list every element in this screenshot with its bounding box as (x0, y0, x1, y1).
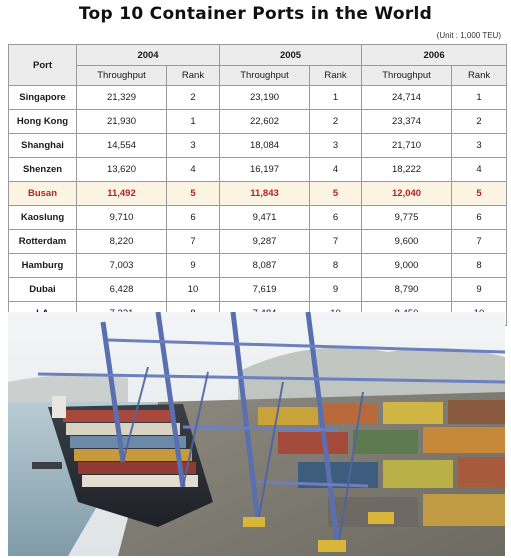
ports-table (8, 44, 507, 326)
throughput-cell: 21,710 (362, 134, 452, 158)
throughput-cell: 22,602 (220, 110, 310, 134)
throughput-cell: 7,619 (220, 278, 310, 302)
rank-cell: 10 (167, 278, 220, 302)
throughput-cell: 9,471 (220, 206, 310, 230)
throughput-header: Throughput (362, 66, 452, 86)
port-name: Hamburg (9, 254, 77, 278)
throughput-header: Throughput (220, 66, 310, 86)
page-title: Top 10 Container Ports in the World (78, 4, 433, 24)
throughput-cell: 6,428 (77, 278, 167, 302)
rank-cell: 1 (167, 110, 220, 134)
rank-cell: 6 (167, 206, 220, 230)
port-name: Busan (9, 182, 77, 206)
rank-cell: 5 (310, 182, 362, 206)
throughput-cell: 12,040 (362, 182, 452, 206)
year-header-2004: 2004 (77, 45, 220, 66)
rank-cell: 8 (310, 254, 362, 278)
rank-cell: 4 (452, 158, 507, 182)
throughput-cell: 18,222 (362, 158, 452, 182)
port-name: Rotterdam (9, 230, 77, 254)
throughput-cell: 21,329 (77, 86, 167, 110)
throughput-cell: 9,710 (77, 206, 167, 230)
unit-note: (Unit : 1,000 TEU) (436, 31, 501, 40)
rank-cell: 3 (452, 134, 507, 158)
rank-cell: 2 (310, 110, 362, 134)
throughput-cell: 13,620 (77, 158, 167, 182)
table-row (9, 134, 507, 158)
rank-cell: 7 (452, 230, 507, 254)
rank-cell: 9 (452, 278, 507, 302)
throughput-cell: 11,843 (220, 182, 310, 206)
table-row (9, 110, 507, 134)
rank-cell: 6 (452, 206, 507, 230)
table-row (9, 278, 507, 302)
rank-cell: 7 (167, 230, 220, 254)
throughput-cell: 11,492 (77, 182, 167, 206)
rank-cell: 3 (310, 134, 362, 158)
rank-cell: 6 (310, 206, 362, 230)
throughput-cell: 21,930 (77, 110, 167, 134)
throughput-cell: 7,003 (77, 254, 167, 278)
rank-cell: 9 (310, 278, 362, 302)
rank-cell: 1 (310, 86, 362, 110)
throughput-cell: 16,197 (220, 158, 310, 182)
rank-cell: 4 (310, 158, 362, 182)
table-row (9, 86, 507, 110)
container-port-photo (8, 312, 505, 556)
port-name: Shenzen (9, 158, 77, 182)
rank-cell: 7 (310, 230, 362, 254)
port-name: Hong Kong (9, 110, 77, 134)
rank-header: Rank (167, 66, 220, 86)
throughput-cell: 9,000 (362, 254, 452, 278)
throughput-cell: 18,084 (220, 134, 310, 158)
throughput-cell: 8,087 (220, 254, 310, 278)
rank-header: Rank (452, 66, 507, 86)
port-name: Shanghai (9, 134, 77, 158)
throughput-cell: 9,600 (362, 230, 452, 254)
rank-cell: 1 (452, 86, 507, 110)
rank-header: Rank (310, 66, 362, 86)
throughput-cell: 9,287 (220, 230, 310, 254)
table-row (9, 206, 507, 230)
rank-cell: 9 (167, 254, 220, 278)
throughput-cell: 8,790 (362, 278, 452, 302)
port-header: Port (9, 45, 77, 86)
rank-cell: 2 (167, 86, 220, 110)
table-row (9, 158, 507, 182)
table-row-highlighted (9, 182, 507, 206)
throughput-cell: 24,714 (362, 86, 452, 110)
rank-cell: 5 (167, 182, 220, 206)
rank-cell: 4 (167, 158, 220, 182)
table-row (9, 254, 507, 278)
throughput-cell: 23,374 (362, 110, 452, 134)
table-row (9, 230, 507, 254)
rank-cell: 5 (452, 182, 507, 206)
rank-cell: 8 (452, 254, 507, 278)
port-name: Kaoslung (9, 206, 77, 230)
rank-cell: 2 (452, 110, 507, 134)
throughput-cell: 8,220 (77, 230, 167, 254)
throughput-cell: 14,554 (77, 134, 167, 158)
year-header-2006: 2006 (362, 45, 507, 66)
year-header-2005: 2005 (220, 45, 362, 66)
port-name: Singapore (9, 86, 77, 110)
throughput-cell: 23,190 (220, 86, 310, 110)
port-name: Dubai (9, 278, 77, 302)
rank-cell: 3 (167, 134, 220, 158)
throughput-header: Throughput (77, 66, 167, 86)
throughput-cell: 9,775 (362, 206, 452, 230)
